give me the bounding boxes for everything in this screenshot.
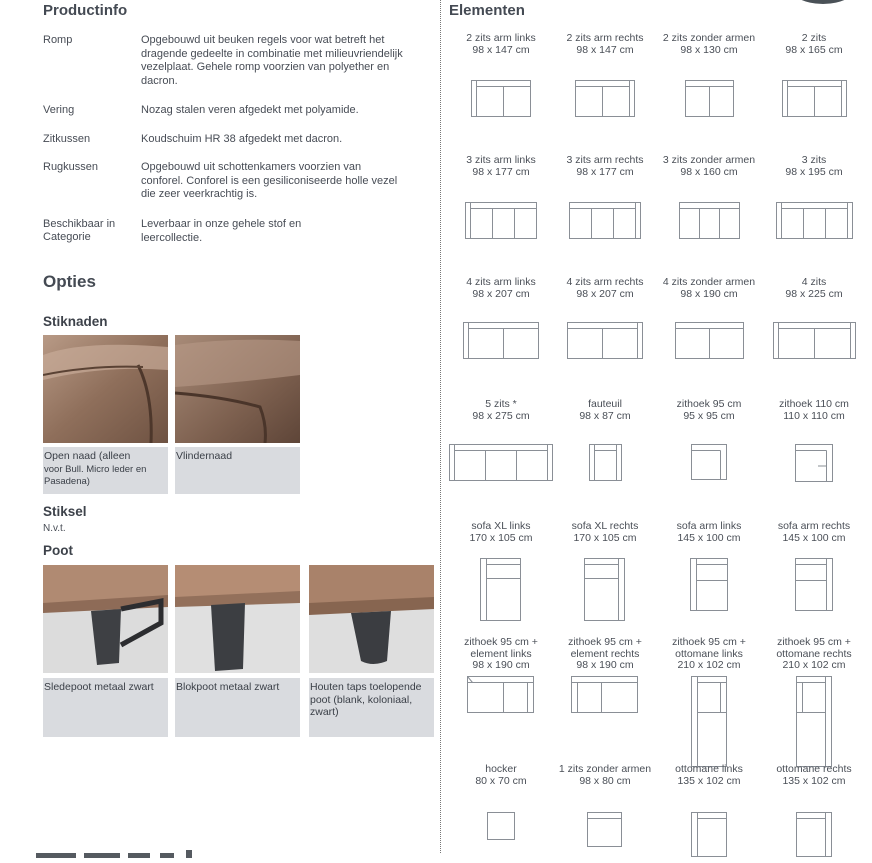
element-name: ottomane links bbox=[675, 763, 743, 775]
element-size: 98 x 147 cm bbox=[472, 43, 530, 56]
element-label bbox=[657, 399, 761, 422]
element-name: sofa arm links bbox=[676, 520, 742, 532]
element-size: 98 x 130 cm bbox=[680, 43, 738, 56]
hocker-icon bbox=[487, 812, 516, 841]
element-name: sofa XL links bbox=[471, 520, 531, 532]
element-label bbox=[657, 277, 761, 300]
vlindernaad-photo bbox=[175, 335, 300, 443]
element-label bbox=[449, 521, 553, 544]
element-label bbox=[762, 637, 866, 672]
element-size: 98 x 207 cm bbox=[472, 287, 530, 300]
element-label bbox=[449, 637, 553, 672]
element-name: 5 zits * bbox=[485, 398, 517, 410]
element-label bbox=[762, 521, 866, 544]
stiksel-title: Stiksel bbox=[43, 504, 87, 519]
vlindernaad-caption bbox=[175, 447, 300, 494]
combo-ot-r-icon bbox=[796, 676, 833, 768]
element-name: 2 zits arm rechts bbox=[566, 32, 644, 44]
sofa5-icon bbox=[449, 444, 553, 481]
caption-main: Houten taps toelopende poot (blank, koloniaal, zwart) bbox=[310, 681, 422, 718]
info-value: Nozag stalen veren afgedekt met polyamide. bbox=[141, 104, 359, 116]
stiknaden-title: Stiknaden bbox=[43, 314, 108, 329]
element-size: 170 x 105 cm bbox=[469, 531, 533, 544]
element-name: 3 zits arm links bbox=[466, 154, 536, 166]
caption-main: Open naad (alleen bbox=[44, 450, 131, 462]
element-label bbox=[553, 277, 657, 300]
element-size: 98 x 190 cm bbox=[472, 659, 530, 671]
element-size: 98 x 177 cm bbox=[576, 165, 634, 178]
sofa2-na-icon bbox=[685, 80, 734, 117]
info-value: Leverbaar in onze gehele stof en leercollectie. bbox=[141, 218, 302, 244]
element-size: 95 x 95 cm bbox=[683, 409, 735, 422]
element-size: 98 x 195 cm bbox=[785, 165, 843, 178]
element-label bbox=[449, 33, 553, 56]
element-size: 98 x 147 cm bbox=[576, 43, 634, 56]
combo-el-r-icon bbox=[571, 676, 639, 714]
corner-large-icon bbox=[795, 444, 834, 483]
element-label bbox=[762, 33, 866, 56]
info-value: Opgebouwd uit beuken regels voor wat betreft het dragende gedeelte in combinatie met milieuvriendelijk vezelplaat. Gehele romp voorzien van polyether en dacron. bbox=[141, 34, 403, 87]
info-value: Opgebouwd uit schottenkamers voorzien van conforel. Conforel is een gesiliconiseerde holle vezel die zeer veerkrachtig is. bbox=[141, 161, 398, 200]
element-label bbox=[762, 155, 866, 178]
element-label bbox=[657, 155, 761, 178]
ottomane-r-icon bbox=[796, 812, 833, 858]
houten-poot-caption bbox=[309, 678, 434, 737]
element-name: hocker bbox=[485, 763, 517, 775]
element-size: 110 x 110 cm bbox=[783, 409, 845, 422]
element-label bbox=[449, 399, 553, 422]
brand-arc bbox=[788, 0, 858, 6]
open-naad-photo bbox=[43, 335, 168, 443]
sledepoot-photo bbox=[43, 565, 168, 673]
single-icon bbox=[587, 812, 623, 848]
element-size: 135 x 102 cm bbox=[677, 774, 741, 787]
element-label bbox=[762, 764, 866, 787]
sofaarm-l-icon bbox=[690, 558, 729, 612]
element-name: 3 zits bbox=[801, 154, 827, 166]
element-size: 98 x 160 cm bbox=[680, 165, 738, 178]
element-name: 4 zits bbox=[801, 276, 827, 288]
opties-title: Opties bbox=[43, 272, 96, 291]
element-label bbox=[449, 764, 553, 787]
element-size: 98 x 190 cm bbox=[680, 287, 738, 300]
sofa4-ar-icon bbox=[567, 322, 643, 359]
element-name: 1 zits zonder armen bbox=[558, 763, 652, 775]
corner-small-icon bbox=[691, 444, 728, 481]
element-name: zithoek 95 cm + element links bbox=[464, 636, 538, 660]
info-label: Vering bbox=[43, 104, 75, 116]
element-label bbox=[553, 155, 657, 178]
sofaxl-l-icon bbox=[480, 558, 522, 622]
element-name: 4 zits arm links bbox=[466, 276, 536, 288]
info-label: Romp bbox=[43, 34, 73, 46]
element-size: 80 x 70 cm bbox=[475, 774, 527, 787]
sofa2-icon bbox=[782, 80, 847, 117]
blokpoot-caption bbox=[175, 678, 300, 737]
element-label bbox=[449, 277, 553, 300]
element-size: 98 x 177 cm bbox=[472, 165, 530, 178]
element-name: zithoek 110 cm bbox=[779, 398, 849, 410]
element-name: 4 zits zonder armen bbox=[662, 276, 756, 288]
element-label bbox=[657, 764, 761, 787]
info-value: Koudschuim HR 38 afgedekt met dacron. bbox=[141, 133, 343, 145]
element-size: 98 x 165 cm bbox=[785, 43, 843, 56]
element-label bbox=[762, 399, 866, 422]
sofa2-ar-icon bbox=[575, 80, 635, 117]
element-name: 3 zits arm rechts bbox=[566, 154, 644, 166]
element-label bbox=[762, 277, 866, 300]
sofaxl-r-icon bbox=[584, 558, 626, 622]
element-name: 2 zits arm links bbox=[466, 32, 536, 44]
sofaarm-r-icon bbox=[795, 558, 834, 612]
sofa3-icon bbox=[776, 202, 853, 239]
element-size: 170 x 105 cm bbox=[573, 531, 637, 544]
element-size: 98 x 225 cm bbox=[785, 287, 843, 300]
element-size: 98 x 275 cm bbox=[472, 409, 530, 422]
element-size: 145 x 100 cm bbox=[677, 531, 741, 544]
caption-main: Blokpoot metaal zwart bbox=[176, 681, 280, 693]
caption-small: voor Bull. Micro leder en Pasadena) bbox=[44, 463, 147, 487]
houten-poot-photo bbox=[309, 565, 434, 673]
sledepoot-caption bbox=[43, 678, 168, 737]
caption-main: Sledepoot metaal zwart bbox=[44, 681, 154, 693]
open-naad-caption bbox=[43, 447, 168, 494]
element-size: 135 x 102 cm bbox=[782, 774, 846, 787]
element-label bbox=[553, 637, 657, 672]
element-size: 98 x 80 cm bbox=[579, 774, 631, 787]
element-label bbox=[553, 399, 657, 422]
element-name: zithoek 95 cm + ottomane links bbox=[672, 636, 746, 660]
element-name: fauteuil bbox=[588, 398, 622, 410]
element-name: ottomane rechts bbox=[776, 763, 852, 775]
sofa3-al-icon bbox=[465, 202, 537, 239]
element-label bbox=[553, 521, 657, 544]
fauteuil-icon bbox=[589, 444, 622, 481]
element-label bbox=[657, 521, 761, 544]
sofa2-al-icon bbox=[471, 80, 531, 117]
element-name: 4 zits arm rechts bbox=[566, 276, 644, 288]
sofa3-ar-icon bbox=[569, 202, 641, 239]
info-label: Zitkussen bbox=[43, 133, 91, 145]
sofa4-icon bbox=[773, 322, 856, 359]
element-name: zithoek 95 cm bbox=[676, 398, 742, 410]
element-name: zithoek 95 cm + ottomane rechts bbox=[776, 636, 852, 660]
brand-logo bbox=[36, 845, 226, 853]
sofa4-al-icon bbox=[463, 322, 539, 359]
info-label: Beschikbaar in Categorie bbox=[43, 218, 116, 243]
element-size: 210 x 102 cm bbox=[677, 659, 741, 671]
element-size: 98 x 207 cm bbox=[576, 287, 634, 300]
elementen-title: Elementen bbox=[449, 2, 525, 19]
sofa4-na-icon bbox=[675, 322, 744, 359]
caption-main: Vlindernaad bbox=[176, 450, 233, 462]
element-label bbox=[553, 33, 657, 56]
element-size: 98 x 190 cm bbox=[576, 659, 634, 671]
stiksel-value: N.v.t. bbox=[43, 523, 66, 534]
element-name: sofa XL rechts bbox=[571, 520, 639, 532]
element-size: 210 x 102 cm bbox=[782, 659, 846, 671]
combo-ot-l-icon bbox=[691, 676, 728, 768]
sofa3-na-icon bbox=[679, 202, 740, 239]
blokpoot-photo bbox=[175, 565, 300, 673]
poot-title: Poot bbox=[43, 543, 73, 558]
element-size: 145 x 100 cm bbox=[782, 531, 846, 544]
element-label bbox=[657, 33, 761, 56]
element-label bbox=[449, 155, 553, 178]
element-name: 3 zits zonder armen bbox=[662, 154, 756, 166]
element-name: 2 zits bbox=[801, 32, 827, 44]
element-size: 98 x 87 cm bbox=[579, 409, 631, 422]
ottomane-l-icon bbox=[691, 812, 728, 858]
info-label: Rugkussen bbox=[43, 161, 99, 173]
element-name: sofa arm rechts bbox=[777, 520, 851, 532]
productinfo-title: Productinfo bbox=[43, 2, 128, 19]
combo-el-l-icon bbox=[467, 676, 535, 714]
element-label bbox=[553, 764, 657, 787]
column-divider bbox=[440, 0, 441, 853]
element-name: 2 zits zonder armen bbox=[662, 32, 756, 44]
element-label bbox=[657, 637, 761, 672]
element-name: zithoek 95 cm + element rechts bbox=[568, 636, 642, 660]
